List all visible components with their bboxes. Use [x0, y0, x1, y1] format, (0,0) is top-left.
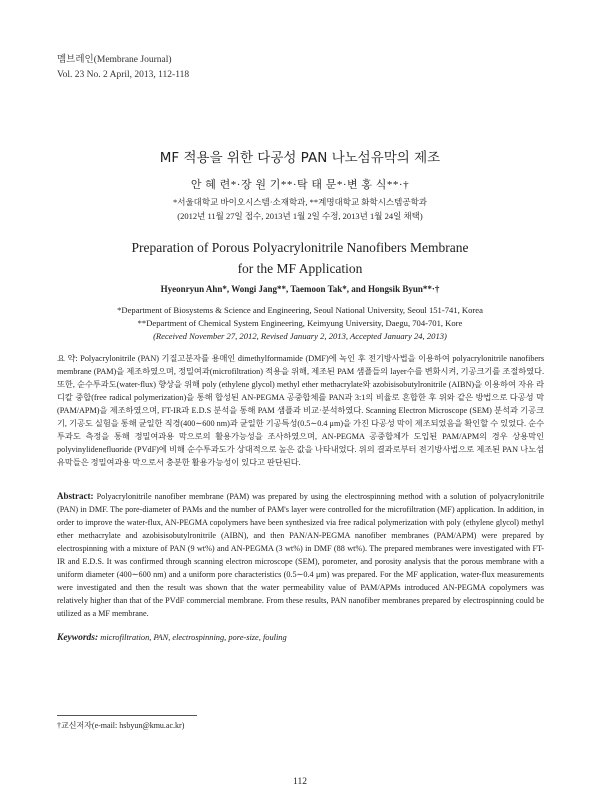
english-abstract-label: Abstract:: [57, 491, 94, 501]
english-affiliation-2: **Department of Chemical System Engineering, Keimyung University, Daegu, 704-701, Kore: [137, 318, 463, 328]
korean-affiliation: *서울대학교 바이오시스템·소재학과, **계명대학교 화학시스템공학과: [173, 197, 427, 207]
keywords-text: microfiltration, PAN, electrospinning, pore-size, fouling: [100, 633, 287, 642]
english-affiliation-block: [0, 304, 600, 343]
korean-dates: (2012년 11월 27일 접수, 2013년 1월 2일 수정, 2013년 1월 24일 채택): [177, 211, 423, 221]
korean-abstract-label: 요 약:: [57, 354, 78, 363]
journal-name: 멤브레인(Membrane Journal): [57, 55, 172, 65]
english-dates: (Received November 27, 2012, Revised January 2, 2013, Accepted January 24, 2013): [153, 331, 447, 341]
journal-header: [57, 53, 189, 83]
english-authors: Hyeonryun Ahn*, Wongi Jang**, Taemoon Tak*, and Hongsik Byun**·†: [160, 284, 440, 294]
english-title-line1: Preparation of Porous Polyacrylonitrile Nanofibers Membrane: [131, 240, 469, 255]
journal-issue: Vol. 23 No. 2 April, 2013, 112-118: [57, 70, 190, 80]
korean-authors: 안 혜 련*·장 원 기**·탁 태 문*·변 홍 식**·†: [190, 179, 410, 191]
korean-affiliation-block: [0, 195, 600, 223]
korean-abstract-text: Polyacrylonitrile (PAN) 기질고분자를 용매인 dimethylformamide (DMF)에 녹인 후 전기방사법을 이용하여 polyacrylonitrile nanofibers membrane (PAM)을 제조하였으며, 정밀여과(microfiltration) 적용을 위해, 제조된 PAM 샘플들의 layer수를 변화시켜, 기공크기를 조절하였다. 또한, 순수투과도(water-flux) 향상을 위해 poly (ethylene glycol) methyl ether methacrylate와 azobisisobutylronitrile (AIBN)을 이용하여 자유 라디칼 중합(free radical polymerization)을 통해 합성된 AN-PEGMA 공중합체를 PAN과 3:1의 비율로 혼합한 후 위와 같은 방법으로 다공성 막(PAM/APM)을 제조하였으며, FT-IR과 E.D.S 분석을 통해 PAM 샘플과 비교·분석하였다. Scanning Electron Microscope (SEM) 분석과 기공크기, 기공도 실험을 통해 균일한 직경(400∼600 nm)과 균일한 기공특성(0.5∼0.4 μm)을 가진 다공성 막이 제조되었음을 확인할 수 있었다. 순수투과도 측정을 통해 정밀여과용 막으로의 활용가능성을 조사하였으며, AN-PEGMA 공중합체가 도입된 PAM/APM의 경우 상용막인 polyvinylidenefluoride (PVdF)에 비해 순수투과도가 상대적으로 높은 값을 나타내었다. 위의 결과로부터 전기방사법으로 제조된 PAN 나노섬유막들은 정밀여과용 막으로서 충분한 활용가능성이 있다고 판단된다.: [57, 354, 545, 467]
english-abstract: [57, 490, 544, 620]
footnote: †교신저자(e-mail: hsbyun@kmu.ac.kr): [57, 721, 185, 730]
korean-abstract: [57, 352, 544, 469]
keywords-label: Keywords:: [57, 633, 99, 643]
english-title: [0, 237, 600, 279]
keywords: [57, 633, 544, 643]
english-title-line2: for the MF Application: [237, 261, 363, 276]
page-number: 112: [293, 777, 307, 787]
english-abstract-text: Polyacrylonitrile nanofiber membrane (PAM) was prepared by using the electrospinning method with a solution of polyacrylonitrile (PAN) in DMF. The pore-diameter of PAMs and the number of PAM's layer were controlled for the microfiltration (MF) application. In addition, in order to improve the water-flux, AN-PEGMA copolymers have been synthesized via free radical polymerization with poly (ethylene glycol) methyl ether methacrylate and azobisisobutylronitrile (AIBN), and then PAN/AN-PEGMA nanofiber membranes (PAM/APM) were prepared by electrospinning with a mixture of PAN (9 wt%) and AN-PEGMA (3 wt%) in DMF (88 wt%). The prepared membranes were investigated with FT-IR and E.D.S. It was confirmed through scanning electron microscope (SEM), porometer, and porosity analysis that the porous membrane with a uniform diameter (400∼600 nm) and a uniform pore characteristics (0.5∼0.4 μm) was prepared. For the MF application, water-flux measurements were investigated and then the result was shown that the water permeability value of PAM/APMs introduced AN-PEGMA copolymers was relatively higher than that of the PVdF commercial membrane. From these results, PAN nanofiber membranes prepared by electrospinning could be utilized as a MF membrane.: [57, 492, 545, 618]
english-affiliation-1: *Department of Biosystems & Science and Engineering, Seoul National University, Seoul 151-741, Korea: [117, 305, 483, 315]
korean-title: MF 적용을 위한 다공성 PAN 나노섬유막의 제조: [159, 150, 441, 166]
footnote-divider: [57, 715, 197, 716]
